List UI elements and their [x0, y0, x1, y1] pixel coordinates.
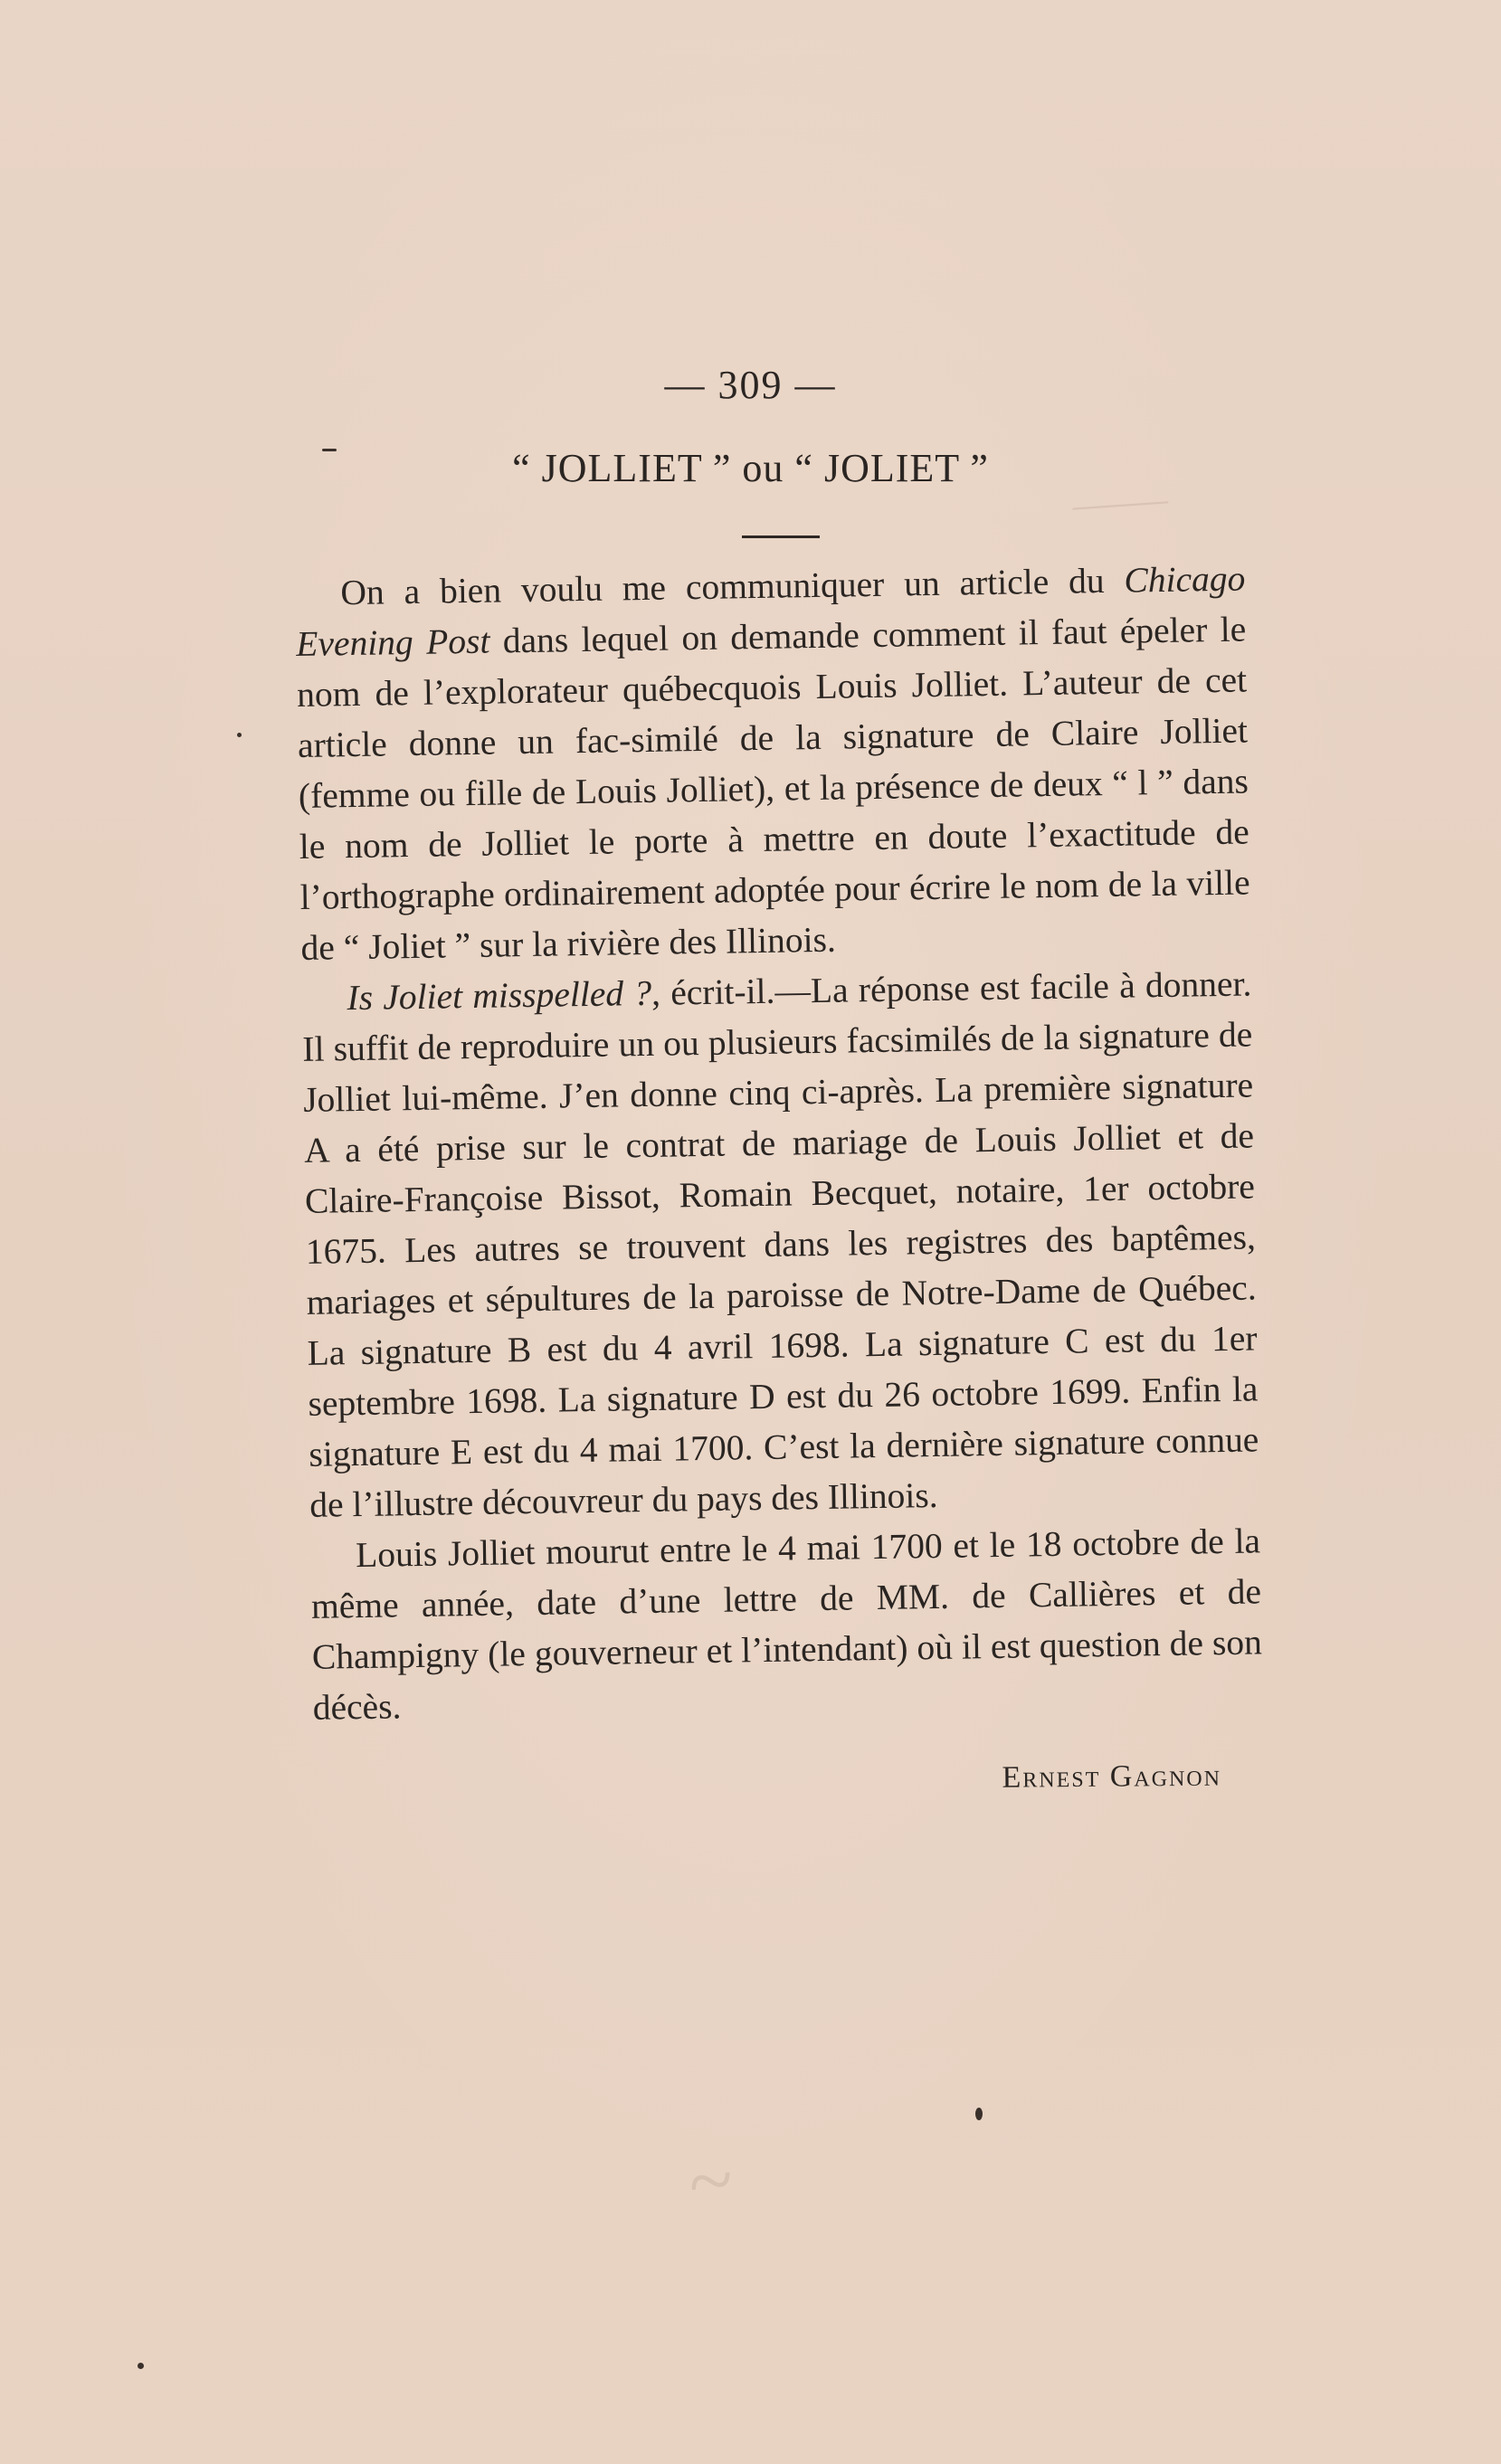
title-rule	[742, 535, 820, 538]
show-through-top: ⸻	[1066, 478, 1169, 529]
paper-speck	[975, 2108, 983, 2120]
author-signature: Ernest Gagnon	[1002, 1758, 1222, 1795]
paragraph-2	[301, 958, 1260, 1530]
paragraph-1	[295, 554, 1251, 973]
paragraph-2-text-after: , écrit-il.—La réponse est facile à donner. Il suffit de reproduire un ou plusieurs facsimilés de la signature de Jolliet lui-même. J’en donne cinq ci-après. La première signature A a été prise sur le contrat de mariage de Louis Jolliet et de Claire-Françoise Bissot, Romain Becquet, notaire, 1er octobre 1675. Les autres se trouvent dans les registres des baptêmes, mariages et sépultures de la paroisse de Notre-Dame de Québec. La signature B est du 4 avril 1698. La signature C est du 1er septembre 1698. La signature D est du 26 octobre 1699. Enfin la signature E est du 4 mai 1700. C’est la dernière signature connue de l’illustre découvreur du pays des Illinois.	[302, 963, 1259, 1525]
show-through-bottom: ~	[682, 2134, 736, 2229]
paragraph-2-italic: Is Joliet misspelled ?	[347, 972, 652, 1019]
paragraph-1-text-after: dans lequel on demande comment il faut épeler le nom de l’explorateur québecquois Louis Jolliet. L’auteur de cet article donne un fac-similé de la signature de Claire Jolliet (femme ou fille de Louis Jolliet), et la présence de deux “ l ” dans le nom de Jolliet le porte à mettre en doute l’exactitude de l’orthographe ordinairement adoptée pour écrire le nom de la ville de “ Joliet ” sur la rivière des Illinois.	[296, 609, 1250, 968]
page-number: — 309 —	[664, 363, 837, 407]
paper-speck	[237, 733, 242, 737]
paragraph-1-italic: Chicago Evening Post	[295, 558, 1246, 664]
paragraph-3-text-before: Louis Jolliet mourut entre le 4 mai 1700 et le 18 octobre de la même année, date d’une lettre de MM. de Callières et de Champigny (le gouverneur et l’intendant) où il est question de son décès.	[310, 1521, 1263, 1728]
paragraph-1-text-before: On a bien voulu me communiquer un article du	[340, 560, 1125, 613]
article-title: “ JOLLIET ” ou “ JOLIET ”	[512, 446, 989, 490]
paper-speck	[138, 2363, 144, 2369]
article-body	[295, 554, 1263, 1733]
paragraph-3	[310, 1515, 1263, 1732]
